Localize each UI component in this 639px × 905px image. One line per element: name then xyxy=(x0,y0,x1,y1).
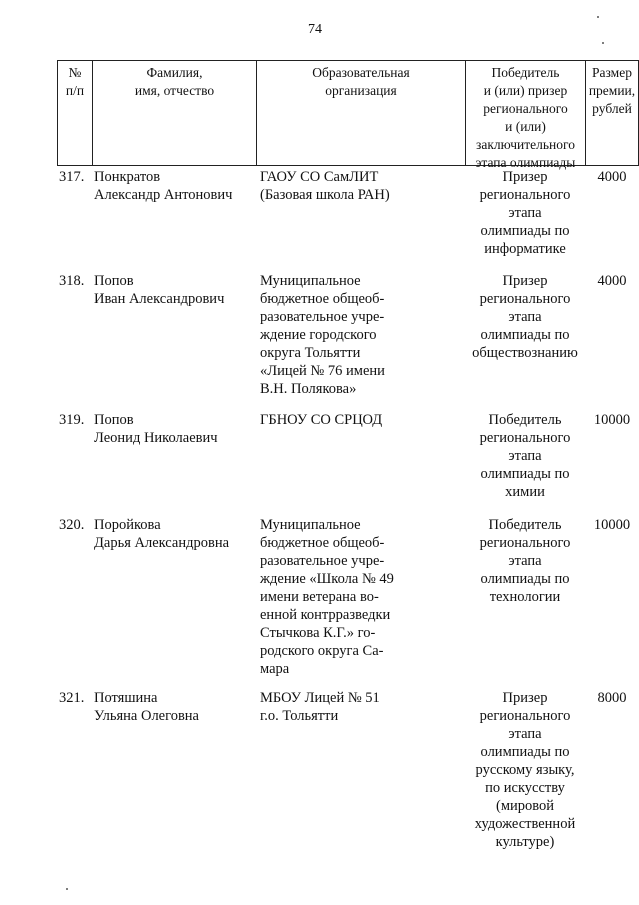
row-name: Попов Иван Александрович xyxy=(94,273,225,307)
row-number: 317. xyxy=(59,169,85,185)
row-result: Победитель регионального этапа олимпиады по технологии xyxy=(479,517,571,605)
row-name: Попов Леонид Николаевич xyxy=(94,412,218,446)
row-result: Призер регионального этапа олимпиады по русскому языку, по искусству (мировой художественной культуре) xyxy=(474,690,576,850)
row-organization: МБОУ Лицей № 51 г.о. Тольятти xyxy=(260,690,380,724)
row-number: 318. xyxy=(59,273,85,289)
row-number: 320. xyxy=(59,517,85,533)
row-amount: 10000 xyxy=(593,517,631,533)
row-name: Потяшина Ульяна Олеговна xyxy=(94,690,199,724)
header-name: Фамилия, имя, отчество xyxy=(92,60,256,166)
row-result: Призер регионального этапа олимпиады по информатике xyxy=(479,169,571,257)
row-name: Поройкова Дарья Александровна xyxy=(94,517,230,551)
page-number: 74 xyxy=(308,22,322,37)
header-organization: Образовательная организация xyxy=(256,60,465,166)
scan-speck xyxy=(66,888,68,890)
row-amount: 4000 xyxy=(597,273,627,289)
row-organization: Муниципальное бюджетное общеоб- разовательное учре- ждение «Школа № 49 имени ветерана во- енной контрразведки Стычкова К.Г.» го- родского округа Са- мара xyxy=(260,517,394,677)
row-result: Призер регионального этапа олимпиады по обществознанию xyxy=(472,273,578,361)
scan-speck xyxy=(597,16,599,18)
header-number: № п/п xyxy=(57,60,92,166)
row-organization: Муниципальное бюджетное общеоб- разовательное учре- ждение городского округа Тольятти «Лицей № 76 имени В.Н. Полякова» xyxy=(260,273,385,397)
row-organization: ГБНОУ СО СРЦОД xyxy=(260,412,383,428)
scan-speck xyxy=(602,42,604,44)
row-amount: 8000 xyxy=(597,690,627,706)
header-amount: Размер премии, рублей xyxy=(585,60,639,166)
row-name: Понкратов Александр Антонович xyxy=(94,169,233,203)
row-number: 321. xyxy=(59,690,85,706)
row-amount: 10000 xyxy=(593,412,631,428)
row-organization: ГАОУ СО СамЛИТ (Базовая школа РАН) xyxy=(260,169,390,203)
row-amount: 4000 xyxy=(597,169,627,185)
header-result: Победитель и (или) призер регионального и (или) заключительного этапа олимпиады xyxy=(465,60,585,166)
row-result: Победитель регионального этапа олимпиады по химии xyxy=(479,412,571,500)
row-number: 319. xyxy=(59,412,85,428)
